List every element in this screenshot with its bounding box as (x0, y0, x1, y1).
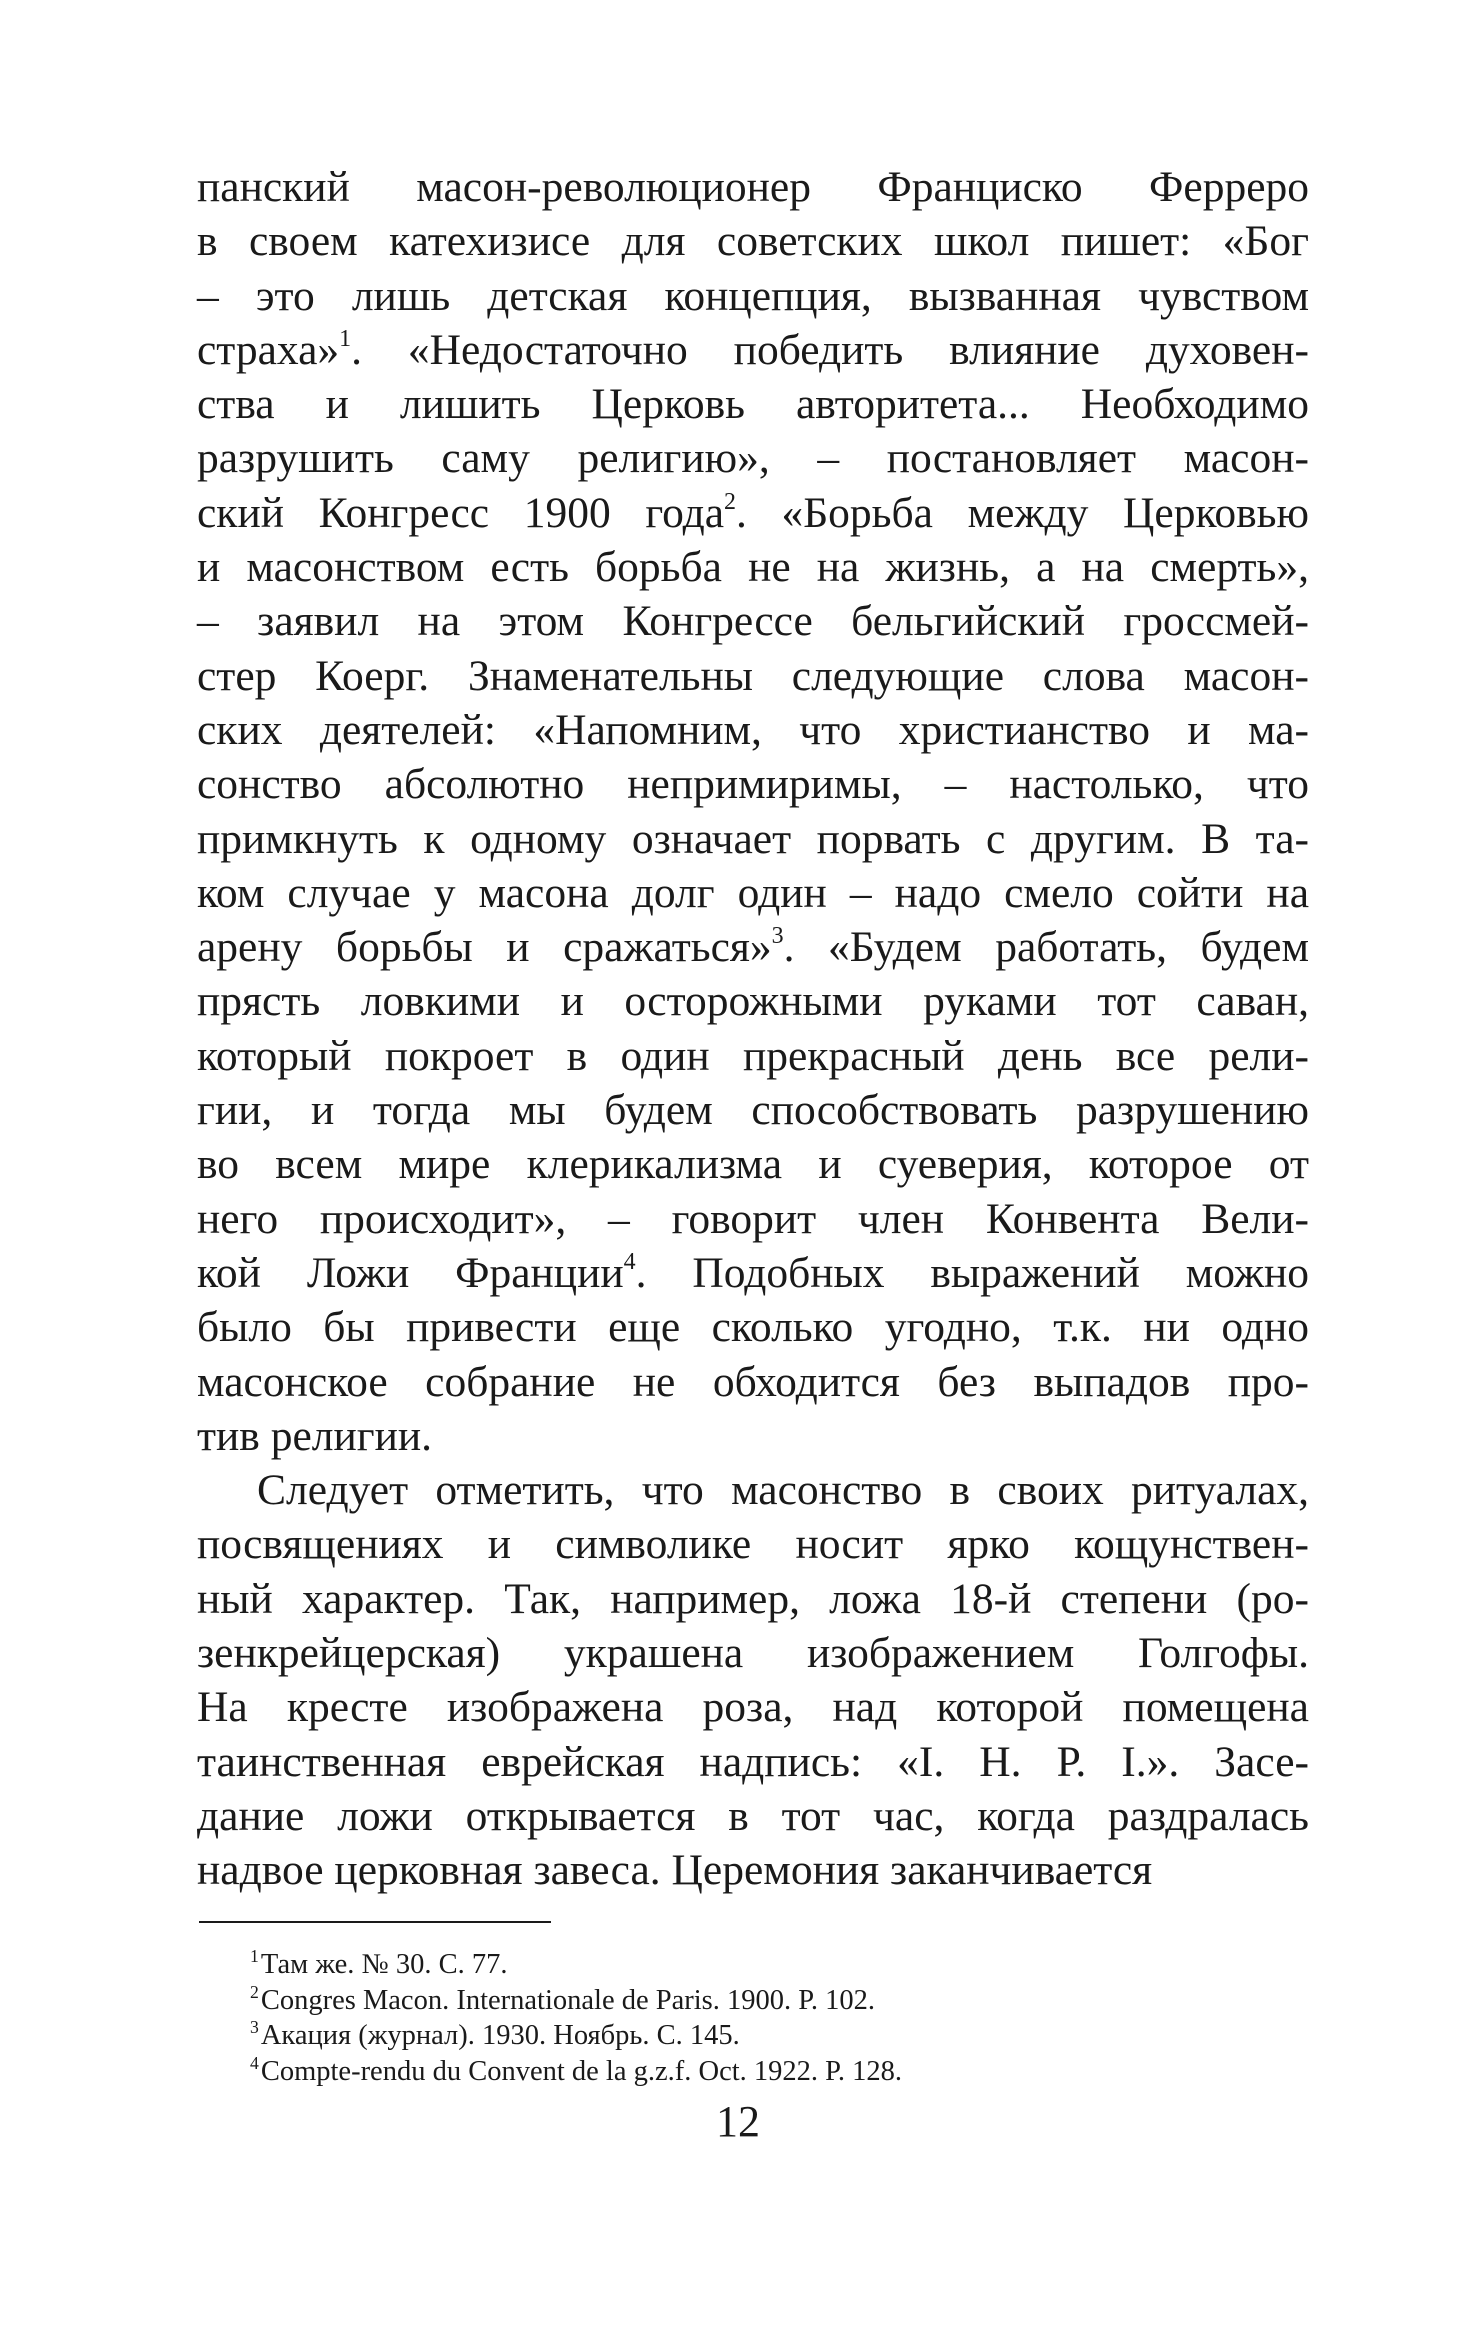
text-line: масонское собрание не обходится без выпадов про- (197, 1357, 1309, 1406)
text-segment: . «Будем работать, будем (783, 923, 1309, 972)
text-line: гии, и тогда мы будем способствовать разрушению (197, 1086, 1309, 1135)
text-line: Следует отметить, что масонство в своих ритуалах, (257, 1466, 1309, 1515)
text-segment: ский Конгресс 1900 года (197, 488, 725, 537)
footnote-text: Compte-rendu du Convent de la g.z.f. Oct. 1922. P. 128. (260, 2055, 902, 2087)
text-line (197, 486, 1309, 540)
text-line: стер Коерг. Знаменательны следующие слова масон- (197, 651, 1309, 700)
text-line: – это лишь детская концепция, вызванная чувством (197, 271, 1309, 320)
text-segment: кой Ложи Франции (197, 1248, 624, 1297)
body-text (197, 160, 1309, 1898)
text-segment: страха» (197, 325, 340, 374)
footnote (250, 2054, 1300, 2090)
text-segment: арену борьбы и сражаться» (197, 923, 772, 972)
text-line (197, 920, 1309, 974)
footnotes (250, 1947, 1300, 2089)
footnote-reference: 2 (724, 488, 736, 515)
text-line: ком случае у масона долг один – надо смело сойти на (197, 868, 1309, 917)
text-line: во всем мире клерикализма и суеверия, которое от (197, 1140, 1309, 1189)
footnote-number: 4 (250, 2052, 259, 2073)
text-segment: . Подобных выражений можно (635, 1248, 1309, 1297)
text-line: который покроет в один прекрасный день все рели- (197, 1031, 1309, 1080)
footnote-reference: 1 (339, 325, 352, 352)
text-line: – заявил на этом Конгрессе бельгийский гроссмей- (197, 597, 1309, 646)
footnote-text: Там же. № 30. С. 77. (260, 1949, 508, 1980)
text-line: и масонством есть борьба не на жизнь, а на смерть», (197, 543, 1309, 592)
text-line: дание ложи открывается в тот час, когда раздралась (197, 1791, 1309, 1840)
page-number: 12 (716, 2097, 760, 2146)
footnote-reference: 3 (771, 923, 784, 950)
text-line (197, 323, 1309, 377)
paragraph (197, 160, 1309, 1463)
text-line: в своем катехизисе для советских школ пишет: «Бог (197, 217, 1309, 266)
paragraph (197, 1463, 1309, 1897)
text-line: тив религии. (197, 1411, 433, 1460)
text-line: ный характер. Так, например, ложа 18-й степени (ро- (197, 1574, 1309, 1623)
text-line: разрушить саму религию», – постановляет масон- (197, 434, 1309, 483)
text-line (197, 1246, 1309, 1300)
footnote (250, 1947, 1300, 1983)
text-line: примкнуть к одному означает порвать с другим. В та- (197, 814, 1309, 863)
text-line: ских деятелей: «Напомним, что христианство и ма- (197, 705, 1309, 754)
text-line: прясть ловкими и осторожными руками тот саван, (197, 977, 1309, 1026)
footnote-number: 2 (250, 1981, 259, 2002)
text-line: него происходит», – говорит член Конвента Вели- (197, 1194, 1309, 1243)
text-segment: . «Недостаточно победить влияние духовен- (351, 325, 1309, 374)
footnote (250, 1983, 1300, 2019)
text-line: На кресте изображена роза, над которой помещена (197, 1683, 1309, 1732)
text-line: надвое церковная завеса. Церемония заканчивается (197, 1846, 1153, 1895)
text-segment: . «Борьба между Церковью (735, 488, 1309, 537)
footnote-number: 3 (250, 2017, 259, 2038)
text-line: сонство абсолютно непримиримы, – настолько, что (197, 760, 1309, 809)
footnote-text: Акация (журнал). 1930. Ноябрь. С. 145. (260, 2020, 740, 2051)
text-line: ства и лишить Церковь авторитета... Необходимо (197, 380, 1309, 429)
text-line: зенкрейцерская) украшена изображением Голгофы. (197, 1629, 1309, 1678)
text-line: таинственная еврейская надпись: «I. Н. Р. I.». Засе- (197, 1737, 1309, 1786)
text-line: было бы привести еще сколько угодно, т.к. ни одно (197, 1303, 1309, 1352)
text-line: панский масон-революционер Франциско Ферреро (197, 163, 1309, 211)
footnote-separator (199, 1921, 551, 1923)
footnote-number: 1 (250, 1946, 259, 1967)
footnote-reference: 4 (623, 1249, 636, 1275)
footnote-text: Congres Macon. Internationale de Paris. 1900. P. 102. (260, 1984, 876, 2016)
footnote (250, 2018, 1300, 2054)
text-line: посвящениях и символике носит ярко кощунствен- (197, 1520, 1309, 1569)
